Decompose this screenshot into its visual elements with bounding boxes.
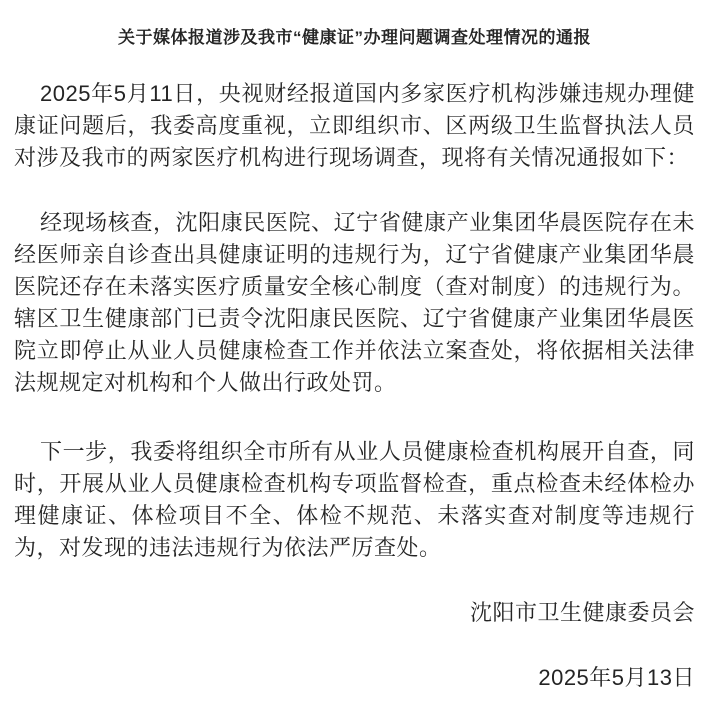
notice-date: 2025年5月13日 [538,665,695,690]
notice-signature: 沈阳市卫生健康委员会 [469,600,695,625]
notice-paragraph-next-steps: 下一步，我委将组织全市所有从业人员健康检查机构展开自查，同时，开展从业人员健康检查机构专项监督检查，重点检查未经体检办理健康证、体检项目不全、体检不规范、未落实查对制度等违规行为，对发现的违法违规行为依法严厉查处。 [14,439,695,560]
notice-paragraph-findings: 经现场核查，沈阳康民医院、辽宁省健康产业集团华晨医院存在未经医师亲自诊查出具健康证明的违规行为，辽宁省健康产业集团华晨医院还存在未落实医疗质量安全核心制度（查对制度）的违规行为。辖区卫生健康部门已责令沈阳康民医院、辽宁省健康产业集团华晨医院立即停止从业人员健康检查工作并依法立案查处，将依据相关法律法规规定对机构和个人做出行政处罚。 [14,210,695,395]
notice-paragraph-intro: 2025年5月11日，央视财经报道国内多家医疗机构涉嫌违规办理健康证问题后，我委高度重视，立即组织市、区两级卫生监督执法人员对涉及我市的两家医疗机构进行现场调查，现将有关情况通报如下： [14,81,695,170]
notice-title: 关于媒体报道涉及我市“健康证”办理问题调查处理情况的通报 [118,28,591,47]
